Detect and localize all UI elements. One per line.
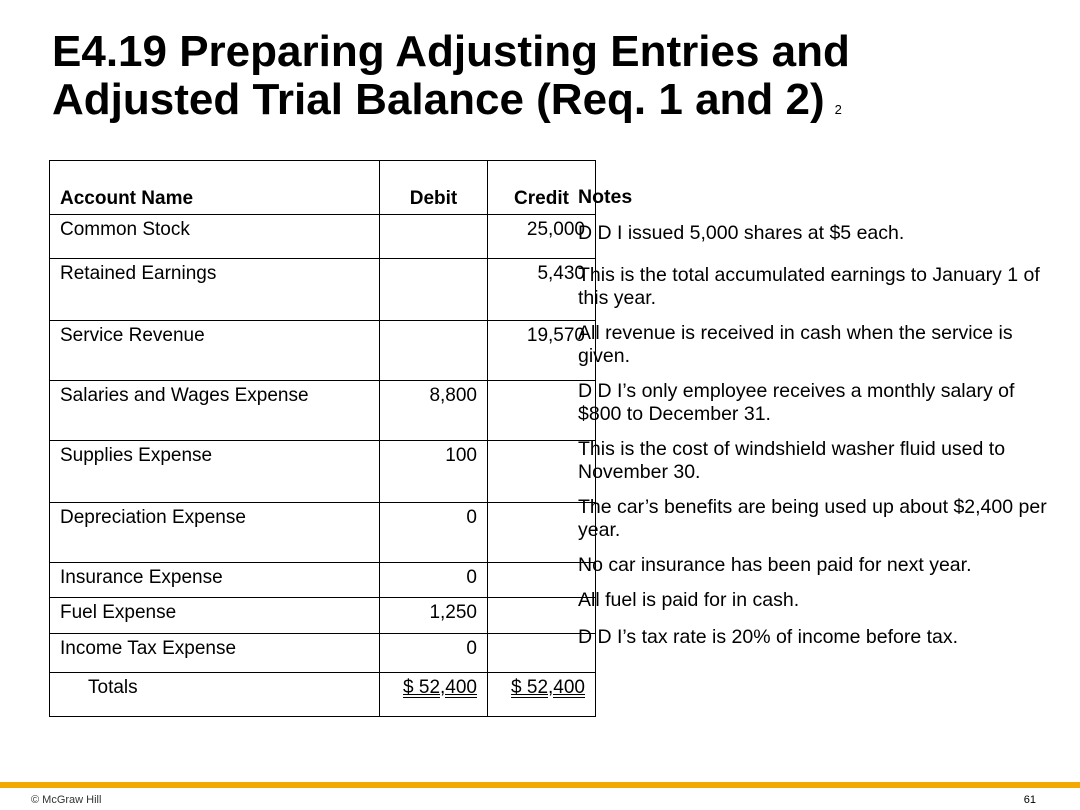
note-item: All revenue is received in cash when the service is given. xyxy=(578,322,1013,367)
table-row xyxy=(50,441,596,503)
table-row xyxy=(50,259,596,321)
note-item: All fuel is paid for in cash. xyxy=(578,589,800,611)
totals-debit: $ 52,400 xyxy=(403,677,477,698)
footer-accent-bar xyxy=(0,782,1080,788)
debit-cell: 1,250 xyxy=(380,598,488,634)
account-cell: Fuel Expense xyxy=(50,598,380,634)
header-account-name: Account Name xyxy=(50,161,380,215)
debit-cell: 0 xyxy=(380,563,488,598)
account-cell: Common Stock xyxy=(50,215,380,259)
account-cell: Service Revenue xyxy=(50,321,380,381)
title-superscript: 2 xyxy=(834,102,842,117)
table-row xyxy=(50,598,596,634)
note-item: The car’s benefits are being used up about $2,400 per year. xyxy=(578,496,1047,541)
table-row xyxy=(50,321,596,381)
totals-label: Totals xyxy=(50,673,380,717)
slide-title xyxy=(52,28,1032,134)
page-number: 61 xyxy=(1023,794,1036,806)
notes-header: Notes xyxy=(578,186,633,208)
table-header-row xyxy=(50,161,596,215)
debit-cell: 0 xyxy=(380,634,488,673)
title-line-2: Adjusted Trial Balance (Req. 1 and 2) xyxy=(52,75,825,124)
debit-cell xyxy=(380,215,488,259)
note-item: D D I’s tax rate is 20% of income before tax. xyxy=(578,626,959,648)
account-cell: Income Tax Expense xyxy=(50,634,380,673)
totals-debit-cell xyxy=(380,673,488,717)
trial-balance-table xyxy=(49,160,596,717)
totals-row xyxy=(50,673,596,717)
note-item: This is the total accumulated earnings to January 1 of this year. xyxy=(578,264,1040,309)
table-row xyxy=(50,381,596,441)
copyright-text: © McGraw Hill xyxy=(31,794,102,806)
table-row xyxy=(50,563,596,598)
note-item: D D I issued 5,000 shares at $5 each. xyxy=(578,222,905,244)
title-line-1: E4.19 Preparing Adjusting Entries and xyxy=(52,27,850,76)
account-cell: Salaries and Wages Expense xyxy=(50,381,380,441)
account-cell: Insurance Expense xyxy=(50,563,380,598)
table-row xyxy=(50,215,596,259)
note-item: This is the cost of windshield washer fluid used to November 30. xyxy=(578,438,1006,483)
debit-cell: 8,800 xyxy=(380,381,488,441)
account-cell: Supplies Expense xyxy=(50,441,380,503)
debit-cell: 100 xyxy=(380,441,488,503)
totals-credit-cell xyxy=(488,673,596,717)
credit-cell: 19,570 xyxy=(488,321,596,381)
note-item: No car insurance has been paid for next year. xyxy=(578,554,972,576)
table-row xyxy=(50,503,596,563)
header-credit: Credit xyxy=(488,161,596,215)
credit-cell: 5,430 xyxy=(488,259,596,321)
account-cell: Retained Earnings xyxy=(50,259,380,321)
table-row xyxy=(50,634,596,673)
note-item: D D I’s only employee receives a monthly salary of $800 to December 31. xyxy=(578,380,1015,425)
debit-cell: 0 xyxy=(380,503,488,563)
debit-cell xyxy=(380,259,488,321)
account-cell: Depreciation Expense xyxy=(50,503,380,563)
credit-cell: 25,000 xyxy=(488,215,596,259)
totals-credit: $ 52,400 xyxy=(511,677,585,698)
header-debit: Debit xyxy=(380,161,488,215)
debit-cell xyxy=(380,321,488,381)
